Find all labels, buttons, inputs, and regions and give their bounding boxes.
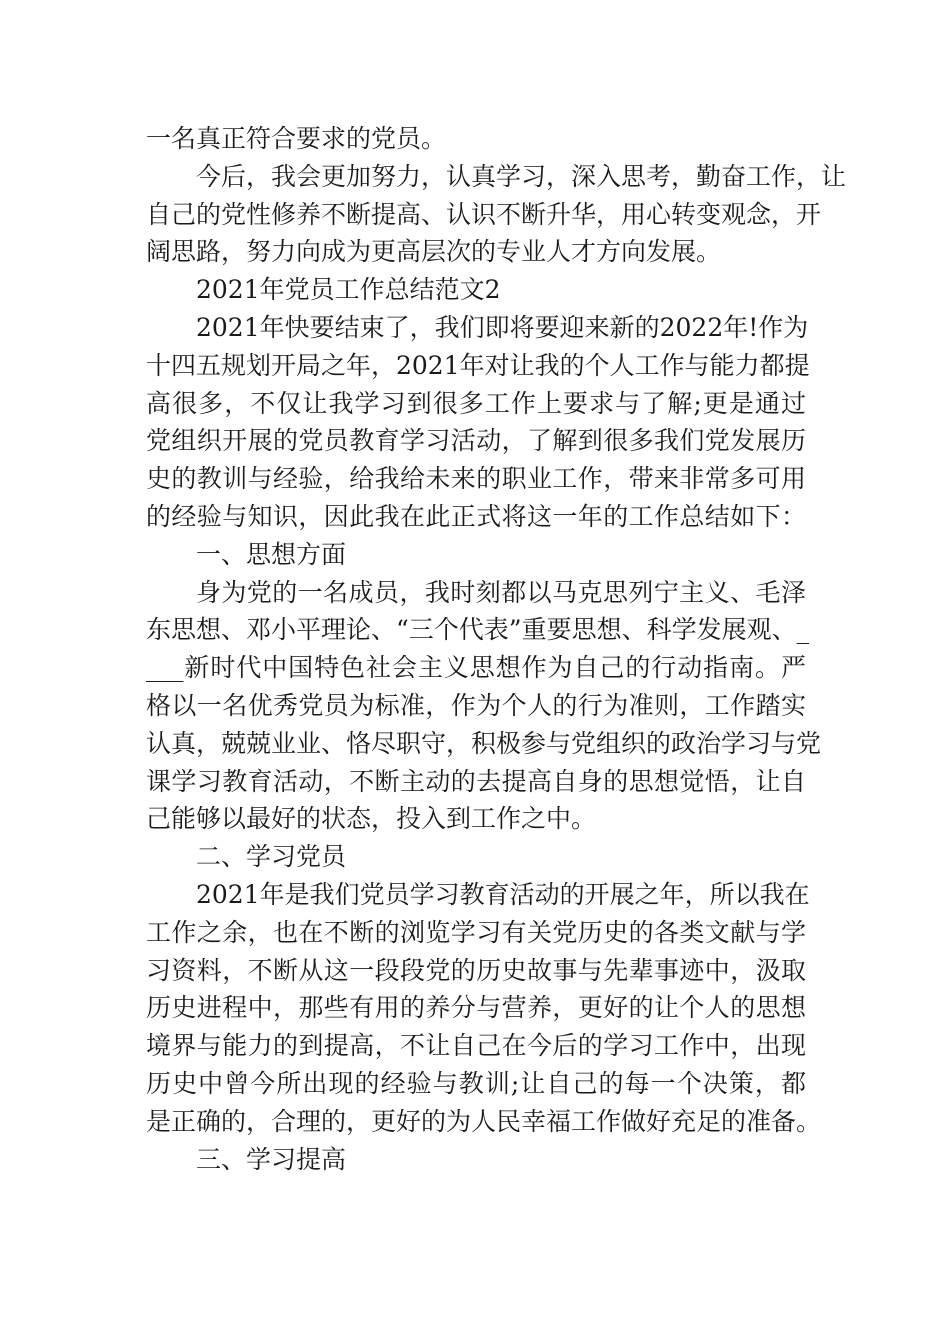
text-line: 认真，兢兢业业、恪尽职守，积极参与党组织的政治学习与党	[146, 728, 822, 758]
text-line: ___新时代中国特色社会主义思想作为自己的行动指南。严	[146, 653, 806, 683]
text-line: 2021年党员工作总结范文2	[196, 275, 501, 305]
text-line: 2021年快要结束了，我们即将要迎来新的2022年!作为	[196, 312, 809, 342]
text-line: 是正确的，合理的，更好的为人民幸福工作做好充足的准备。	[146, 1106, 822, 1136]
text-line: 工作之余，也在不断的浏览学习有关党历史的各类文献与学	[146, 917, 806, 947]
text-line: 一、思想方面	[196, 539, 347, 569]
text-line: 高很多，不仅让我学习到很多工作上要求与了解;更是通过	[146, 388, 806, 418]
text-line: 三、学习提高	[196, 1144, 347, 1174]
text-line: 十四五规划开局之年，2021年对让我的个人工作与能力都提	[146, 350, 810, 380]
text-line: 历史进程中，那些有用的养分与营养，更好的让个人的思想	[146, 993, 806, 1023]
text-line: 己能够以最好的状态，投入到工作之中。	[146, 804, 597, 834]
text-line: 的经验与知识，因此我在此正式将这一年的工作总结如下：	[146, 501, 806, 531]
text-line: 史的教训与经验，给我给未来的职业工作，带来非常多可用	[146, 464, 806, 494]
text-line: 自己的党性修养不断提高、认识不断升华，用心转变观念，开	[146, 199, 822, 229]
document-body	[146, 120, 847, 1178]
text-line: 身为党的一名成员，我时刻都以马克思列宁主义、毛泽	[196, 577, 806, 607]
text-line: 党组织开展的党员教育学习活动，了解到很多我们党发展历	[146, 426, 806, 456]
text-line: 东思想、邓小平理论、“三个代表”重要思想、科学发展观、_	[146, 615, 810, 645]
text-line: 境界与能力的到提高，不让自己在今后的学习工作中，出现	[146, 1031, 806, 1061]
text-line: 阔思路，努力向成为更高层次的专业人才方向发展。	[146, 237, 722, 267]
text-line: 历史中曾今所出现的经验与教训;让自己的每一个决策，都	[146, 1068, 806, 1098]
text-line: 习资料，不断从这一段段党的历史故事与先辈事迹中，汲取	[146, 955, 806, 985]
text-line: 格以一名优秀党员为标准，作为个人的行为准则，工作踏实	[146, 690, 806, 720]
text-line: 课学习教育活动，不断主动的去提高自身的思想觉悟，让自	[146, 766, 806, 796]
text-line: 2021年是我们党员学习教育活动的开展之年，所以我在	[196, 879, 810, 909]
text-line: 二、学习党员	[196, 842, 347, 872]
text-line: 一名真正符合要求的党员。	[146, 124, 447, 153]
text-line: 今后，我会更加努力，认真学习，深入思考，勤奋工作，让	[196, 161, 847, 191]
